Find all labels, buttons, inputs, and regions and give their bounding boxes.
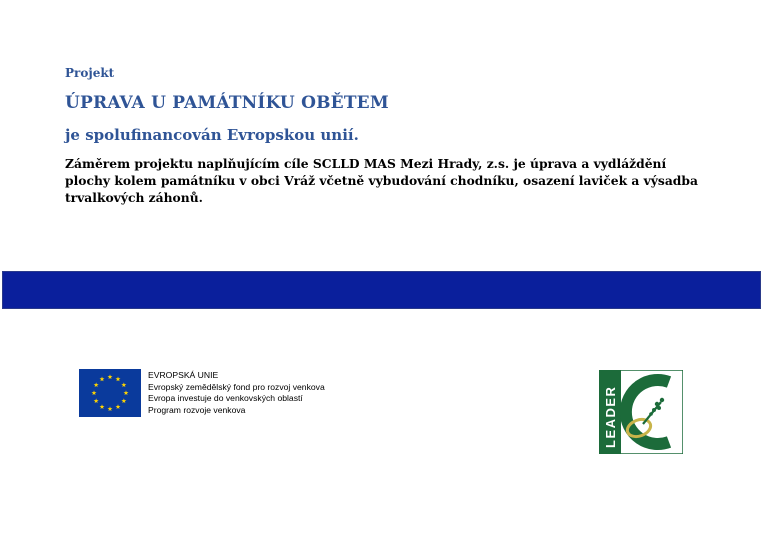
eu-text-block [148, 370, 325, 417]
leader-logo [599, 370, 683, 454]
blue-band [2, 271, 761, 309]
eu-flag-logo [79, 369, 141, 417]
project-label: Projekt [65, 66, 115, 80]
project-subtitle: je spolufinancován Evropskou unií. [65, 126, 359, 144]
project-description: Záměrem projektu naplňujícím cíle SCLLD MAS Mezi Hrady, z.s. je úprava a vydláždění plochy kolem památníku v obci Vráž včetně vybudování chodníku, osazení laviček a výsadba trvalkových záhonů. [65, 156, 698, 205]
eu-line-invest: Evropa investuje do venkovských oblastí [148, 393, 303, 404]
project-title: ÚPRAVA U PAMÁTNÍKU OBĚTEM [65, 93, 389, 113]
eu-line-program: Program rozvoje venkova [148, 405, 246, 416]
leader-wordmark: LEADER [603, 385, 618, 448]
eu-heading: EVROPSKÁ UNIE [148, 370, 219, 380]
eu-line-fund: Evropský zemědělský fond pro rozvoj venkova [148, 381, 325, 392]
